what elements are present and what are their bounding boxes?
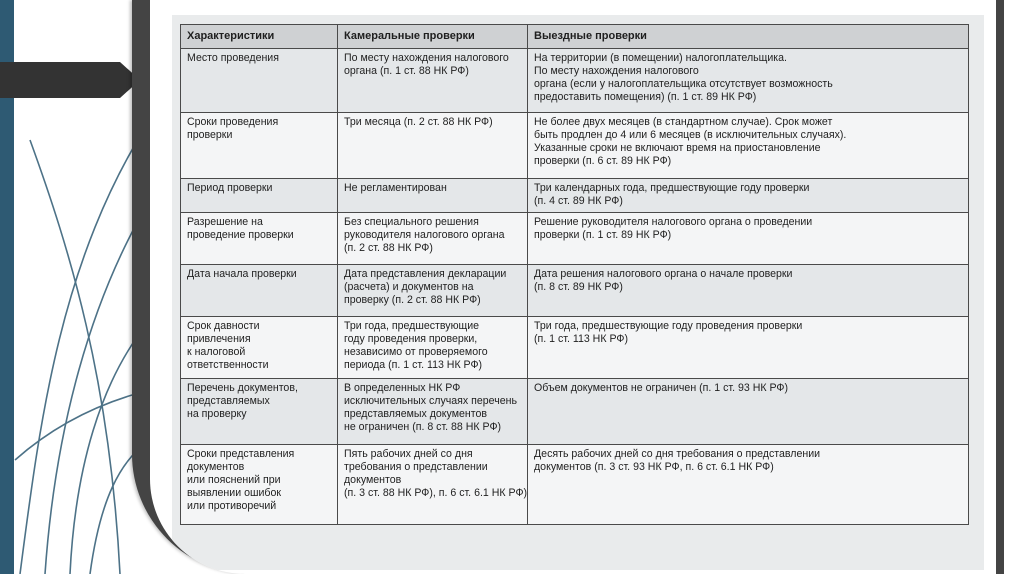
cell-line: предоставить помещения) (п. 1 ст. 89 НК РФ) [534, 91, 757, 103]
cell-line: году проведения проверки, [344, 333, 478, 345]
cell-line: Пять рабочих дней со дня [344, 448, 473, 460]
deco-curve-5 [30, 140, 120, 574]
cell-desk-audit [338, 317, 528, 379]
cell-line: Объем документов не ограничен (п. 1 ст. 93 НК РФ) [534, 382, 788, 394]
table-row [181, 317, 969, 379]
cell-line: органа (п. 1 ст. 88 НК РФ) [344, 65, 469, 77]
deco-curve-4 [15, 390, 150, 460]
cell-line: или пояснений при [187, 474, 281, 486]
cell-desk-audit [338, 213, 528, 265]
cell-desk-audit [338, 379, 528, 445]
cell-characteristic [181, 317, 338, 379]
cell-field-audit [528, 317, 969, 379]
cell-line: документов [344, 474, 402, 486]
cell-field-audit [528, 179, 969, 213]
cell-characteristic [181, 213, 338, 265]
cell-line: Период проверки [187, 182, 273, 194]
cell-field-audit [528, 49, 969, 113]
cell-characteristic [181, 49, 338, 113]
cell-line: быть продлен до 4 или 6 месяцев (в исключительных случаях). [534, 129, 847, 141]
cell-line: периода (п. 1 ст. 113 НК РФ) [344, 359, 483, 371]
cell-line: Место проведения [187, 52, 279, 64]
cell-line: проверку (п. 2 ст. 88 НК РФ) [344, 294, 481, 306]
cell-line: представляемых документов [344, 408, 488, 420]
cell-line: Не регламентирован [344, 182, 447, 194]
cell-line: Три года, предшествующие [344, 320, 480, 332]
cell-characteristic [181, 265, 338, 317]
cell-line: Дата решения налогового органа о начале проверки [534, 268, 793, 280]
cell-line: Без специального решения [344, 216, 479, 228]
table-row [181, 113, 969, 179]
cell-line: Сроки представления [187, 448, 295, 460]
cell-line: Решение руководителя налогового органа о проведении [534, 216, 813, 228]
cell-characteristic [181, 179, 338, 213]
header-field-audits: Выездные проверки [528, 25, 969, 49]
cell-line: Не более двух месяцев (в стандартном случае). Срок может [534, 116, 833, 128]
cell-characteristic [181, 379, 338, 445]
header-characteristics: Характеристики [181, 25, 338, 49]
cell-line: выявлении ошибок [187, 487, 281, 499]
cell-field-audit [528, 445, 969, 525]
cell-line: Срок давности [187, 320, 260, 332]
cell-line: (п. 2 ст. 88 НК РФ) [344, 242, 433, 254]
table-row [181, 265, 969, 317]
cell-line: По месту нахождения налогового [534, 65, 699, 77]
cell-desk-audit [338, 113, 528, 179]
cell-line: проверки (п. 1 ст. 89 НК РФ) [534, 229, 672, 241]
cell-line: привлечения [187, 333, 251, 345]
table-row [181, 379, 969, 445]
cell-line: На территории (в помещении) налогоплательщика. [534, 52, 787, 64]
cell-line: к налоговой [187, 346, 246, 358]
header-desk-audits: Камеральные проверки [338, 25, 528, 49]
cell-line: (расчета) и документов на [344, 281, 474, 293]
cell-line: Перечень документов, [187, 382, 298, 394]
cell-line: на проверку [187, 408, 247, 420]
cell-line: представляемых [187, 395, 270, 407]
cell-line: Дата начала проверки [187, 268, 297, 280]
cell-line: не ограничен (п. 8 ст. 88 НК РФ) [344, 421, 502, 433]
cell-line: документов [187, 461, 245, 473]
cell-line: Указанные сроки не включают время на приостановление [534, 142, 821, 154]
table-row [181, 49, 969, 113]
cell-line: (п. 8 ст. 89 НК РФ) [534, 281, 623, 293]
cell-line: Десять рабочих дней со дня требования о представлении [534, 448, 821, 460]
cell-line: По месту нахождения налогового [344, 52, 509, 64]
cell-field-audit [528, 213, 969, 265]
table-row [181, 179, 969, 213]
cell-line: (п. 1 ст. 113 НК РФ) [534, 333, 628, 345]
cell-line: Сроки проведения [187, 116, 279, 128]
cell-line: ответственности [187, 359, 269, 371]
cell-desk-audit [338, 179, 528, 213]
cell-field-audit [528, 265, 969, 317]
cell-characteristic [181, 445, 338, 525]
tax-audit-comparison-table [180, 24, 969, 525]
cell-line: проверки (п. 6 ст. 89 НК РФ) [534, 155, 672, 167]
cell-line: независимо от проверяемого [344, 346, 488, 358]
table-header-row [181, 25, 969, 49]
cell-field-audit [528, 113, 969, 179]
cell-line: проверки [187, 129, 233, 141]
cell-desk-audit [338, 49, 528, 113]
cell-line: исключительных случаях перечень [344, 395, 517, 407]
cell-line: документов (п. 3 ст. 93 НК РФ, п. 6 ст. 6.1 НК РФ) [534, 461, 774, 473]
cell-characteristic [181, 113, 338, 179]
table-row [181, 213, 969, 265]
cell-line: Разрешение на [187, 216, 263, 228]
cell-line: В определенных НК РФ [344, 382, 461, 394]
cell-line: (п. 4 ст. 89 НК РФ) [534, 195, 623, 207]
cell-desk-audit [338, 445, 528, 525]
cell-line: или противоречий [187, 500, 277, 512]
slide-content [150, 0, 996, 574]
cell-line: Три года, предшествующие году проведения проверки [534, 320, 803, 332]
table-row [181, 445, 969, 525]
right-band [1004, 0, 1024, 574]
cell-line: проведение проверки [187, 229, 294, 241]
cell-line: органа (если у налогоплательщика отсутствует возможность [534, 78, 833, 90]
cell-desk-audit [338, 265, 528, 317]
arrow-marker [0, 62, 140, 98]
cell-line: (п. 3 ст. 88 НК РФ), п. 6 ст. 6.1 НК РФ) [344, 487, 528, 499]
cell-field-audit [528, 379, 969, 445]
cell-line: Дата представления декларации [344, 268, 507, 280]
cell-line: руководителя налогового органа [344, 229, 505, 241]
cell-line: требования о представлении [344, 461, 488, 473]
cell-line: Три календарных года, предшествующие году проверки [534, 182, 810, 194]
cell-line: Три месяца (п. 2 ст. 88 НК РФ) [344, 116, 493, 128]
